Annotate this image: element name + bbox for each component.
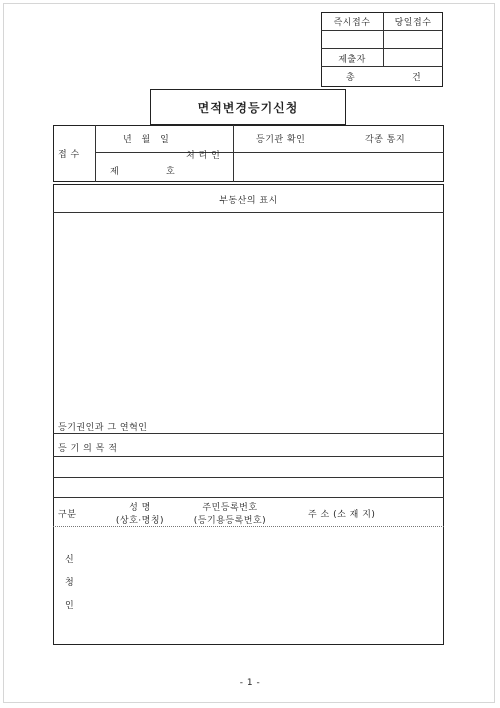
applicant-col-id-line2: (등기용등록번호) <box>193 516 267 526</box>
purpose-label: 등 기 의 목 적 <box>58 444 118 454</box>
reception-date: 년 월 일 <box>123 135 170 145</box>
submitter-label: 제출자 <box>338 55 366 65</box>
total-label-char2: 건 <box>412 73 422 83</box>
main-table <box>53 184 444 645</box>
applicant-side-char-3: 인 <box>65 601 75 611</box>
applicant-side-char-2: 청 <box>65 578 75 588</box>
form-title: 면적변경등기신청 <box>197 101 299 115</box>
reception-number-char2: 호 <box>166 167 176 177</box>
applicant-col-name-line2: (상호·명칭) <box>115 516 165 526</box>
relation-label: 등기권인과 그 연혁인 <box>58 423 148 433</box>
reception-number-char1: 제 <box>110 167 120 177</box>
notices-label: 각종 통지 <box>365 135 406 145</box>
same-day-receipt-label: 당일접수 <box>394 18 432 28</box>
applicant-col-address: 주 소 (소 재 지) <box>308 510 376 520</box>
applicant-col-id-line1: 주민등록번호 <box>202 503 258 513</box>
processor-label: 처 리 인 <box>186 151 221 161</box>
registry-confirm-label: 등기관 확인 <box>256 135 306 145</box>
applicant-col-name-line1: 성 명 <box>129 503 151 513</box>
property-section-header: 부동산의 표시 <box>219 196 278 206</box>
reception-label: 접 수 <box>58 150 80 160</box>
immediate-receipt-label: 즉시접수 <box>333 18 371 28</box>
applicant-col-division: 구분 <box>58 510 77 520</box>
page-number: - 1 - <box>239 678 261 688</box>
total-label-char1: 총 <box>346 73 356 83</box>
applicant-side-char-1: 신 <box>65 555 75 565</box>
